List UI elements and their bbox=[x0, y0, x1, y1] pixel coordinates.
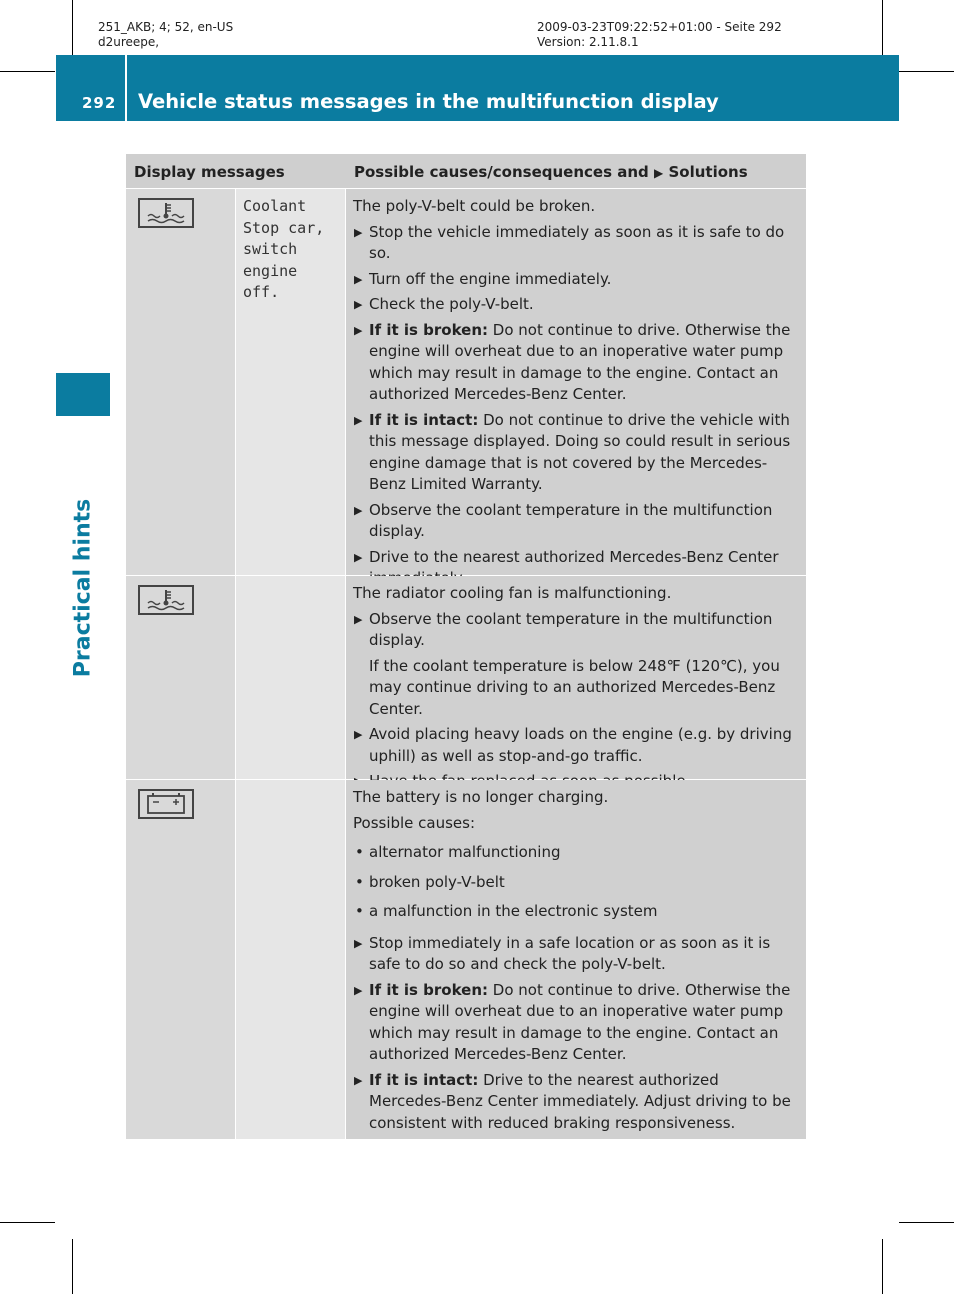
arrow-icon: ▶ bbox=[354, 413, 363, 427]
cause-text: The poly-V-belt could be broken. bbox=[353, 197, 596, 215]
arrow-icon: ▶ bbox=[354, 272, 363, 286]
solution-step: ▶ Stop the vehicle immediately as soon as it is safe to do so. bbox=[354, 222, 785, 262]
solution-step: ▶ Observe the coolant temperature in the multifunction display. bbox=[354, 609, 773, 649]
page-title: Vehicle status messages in the multifunction display bbox=[138, 90, 719, 113]
message-cell bbox=[236, 189, 345, 575]
solution-step: ▶ If it is broken: Do not continue to drive. Otherwise the engine will overheat due to an inoperative water pump which may result in damage to the engine. Contact an authorized Mercedes-Benz Center. bbox=[354, 980, 791, 1063]
table-row bbox=[126, 780, 806, 1139]
arrow-icon: ▶ bbox=[354, 323, 363, 337]
column-header-causes-solutions bbox=[354, 163, 748, 181]
meta-line: 2009-03-23T09:22:52+01:00 - Seite 292 bbox=[537, 20, 782, 34]
crop-mark bbox=[899, 71, 954, 72]
solution-step: ▶ Stop immediately in a safe location or as soon as it is safe to do so and check the poly-V-belt. bbox=[354, 933, 771, 973]
crop-mark bbox=[882, 1239, 883, 1294]
message-cell bbox=[236, 780, 345, 1139]
crop-mark bbox=[882, 0, 883, 55]
bullet-dot: • bbox=[355, 902, 364, 920]
solutions-cell bbox=[346, 189, 806, 575]
solution-step: ▶ Avoid placing heavy loads on the engine (e.g. by driving uphill) as well as stop-and-go traffic. bbox=[354, 725, 792, 765]
solution-step: ▶ If it is intact: Drive to the nearest authorized Mercedes-Benz Center immediately. Adjust driving to be consistent with reduced braking responsiveness. bbox=[354, 1070, 791, 1132]
solution-step: ▶ Observe the coolant temperature in the multifunction display. bbox=[354, 500, 773, 540]
cause-bullet: • a malfunction in the electronic system bbox=[353, 901, 800, 923]
solutions-cell bbox=[346, 576, 806, 779]
solution-step: ▶ Turn off the engine immediately. bbox=[353, 269, 800, 291]
icon-cell bbox=[126, 189, 235, 575]
print-meta-right bbox=[537, 20, 782, 50]
meta-line: d2ureepe, bbox=[98, 35, 160, 49]
solutions-cell bbox=[346, 780, 806, 1139]
section-tab-marker bbox=[56, 373, 110, 416]
arrow-icon: ▶ bbox=[354, 550, 363, 564]
coolant-temperature-icon bbox=[138, 585, 194, 615]
solution-step: ▶ Check the poly-V-belt. bbox=[353, 294, 800, 316]
header-divider bbox=[125, 55, 127, 121]
display-message-text: Coolant Stop car, switch engine off. bbox=[243, 197, 325, 301]
bullet-dot: • bbox=[355, 843, 364, 861]
crop-mark bbox=[0, 1222, 55, 1223]
cause-text: The radiator cooling fan is malfunctioning. bbox=[353, 584, 672, 602]
solution-note: If the coolant temperature is below 248℉ (120℃), you may continue driving to an authorized Mercedes-Benz Center. bbox=[369, 656, 780, 718]
arrow-icon: ▶ bbox=[354, 298, 363, 311]
table-row bbox=[126, 189, 806, 576]
arrow-icon: ▶ bbox=[354, 612, 363, 626]
table-row bbox=[126, 576, 806, 780]
arrow-icon: ▶ bbox=[354, 503, 363, 517]
crop-mark bbox=[72, 0, 73, 55]
table-header bbox=[126, 154, 806, 189]
header-text: Solutions bbox=[668, 163, 748, 181]
section-label-text: Practical hints bbox=[70, 498, 96, 678]
message-cell bbox=[236, 576, 345, 779]
bullet-dot: • bbox=[355, 872, 364, 891]
cause-bullet: • broken poly-V-belt bbox=[353, 872, 800, 894]
arrow-icon: ▶ bbox=[354, 936, 363, 950]
status-message-table bbox=[126, 154, 806, 1139]
header-text: Possible causes/consequences and bbox=[354, 163, 649, 181]
crop-mark bbox=[0, 71, 55, 72]
icon-cell bbox=[126, 780, 235, 1139]
solution-step: ▶ If it is broken: Do not continue to drive. Otherwise the engine will overheat due to an inoperative water pump which may result in damage to the engine. Contact an authorized Mercedes-Benz Center. bbox=[354, 320, 791, 403]
arrow-icon: ▶ bbox=[354, 983, 363, 997]
cause-bullet: • alternator malfunctioning bbox=[353, 842, 800, 864]
column-header-display-messages: Display messages bbox=[134, 163, 285, 181]
solution-step: ▶ Drive to the nearest authorized Mercedes-Benz Center bbox=[353, 547, 800, 590]
coolant-temperature-icon bbox=[138, 198, 194, 228]
crop-mark bbox=[72, 1239, 73, 1294]
meta-line: Version: 2.11.8.1 bbox=[537, 35, 639, 49]
cause-text: The battery is no longer charging. bbox=[353, 788, 609, 806]
solution-step: ▶ If it is intact: Do not continue to drive the vehicle with this message displayed. Doing so could result in serious engine damage that is not covered by the Mercedes-Benz Limited Warranty. bbox=[354, 410, 791, 493]
icon-cell bbox=[126, 576, 235, 779]
print-meta-left bbox=[98, 20, 233, 50]
crop-mark bbox=[899, 1222, 954, 1223]
arrow-icon: ▶ bbox=[354, 225, 363, 239]
cause-subheading: Possible causes: bbox=[353, 813, 476, 832]
arrow-icon: ▶ bbox=[354, 1073, 363, 1087]
meta-line: 251_AKB; 4; 52, en-US bbox=[98, 20, 234, 34]
arrow-icon: ▶ bbox=[654, 166, 664, 180]
arrow-icon: ▶ bbox=[354, 728, 363, 741]
page-number: 292 bbox=[82, 94, 117, 112]
battery-icon bbox=[138, 789, 194, 819]
